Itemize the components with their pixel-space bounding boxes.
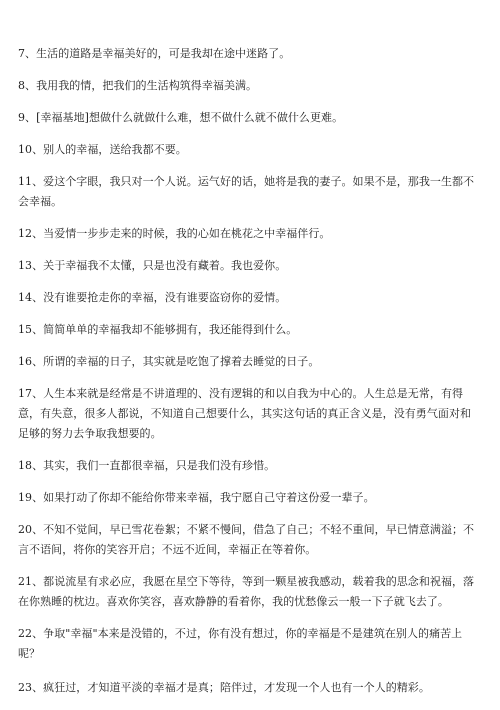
document-body <box>18 44 482 710</box>
list-item: 20、不知不觉间，早已雪花卷絮；不紧不慢间，借急了自己；不轻不重间，早已情意满溢；不言不语间，将你的笑容开启；不远不近间，幸福正在等着你。 <box>18 523 475 556</box>
list-item: 17、人生本来就是经常是不讲道理的、没有逻辑的和以自我为中心的。人生总是无常，有得意，有失意，很多人都说，不知道自己想要什么，其实这句话的真正含义是，没有勇气面对和足够的努力去争取我想要的。 <box>18 387 472 440</box>
list-item: 7、生活的道路是幸福美好的，可是我却在途中迷路了。 <box>18 47 291 60</box>
list-item: 8、我用我的情，把我们的生活构筑得幸福美满。 <box>18 79 258 92</box>
list-item: 16、所谓的幸福的日子，其实就是吃饱了撑着去睡觉的日子。 <box>18 355 320 368</box>
list-item: 18、其实，我们一直都很幸福，只是我们没有珍惜。 <box>18 459 276 472</box>
list-item: 12、当爱情一步步走来的时候，我的心如在桃花之中幸福伴行。 <box>18 227 331 240</box>
list-item: 14、没有谁要抢走你的幸福，没有谁要盗窃你的爱情。 <box>18 291 287 304</box>
list-item: 19、如果打动了你却不能给你带来幸福，我宁愿自己守着这份爱一辈子。 <box>18 491 375 504</box>
list-item: 13、关于幸福我不太懂，只是也没有藏着。我也爱你。 <box>18 259 287 272</box>
list-item: 21、都说流星有求必应，我愿在星空下等待，等到一颗星被我感动，载着我的思念和祝福，落在你熟睡的枕边。喜欢你笑容，喜欢静静的看着你，我的忧愁像云一般一下子就飞去了。 <box>18 575 475 608</box>
list-item: 22、争取"幸福"本来是没错的，不过，你有没有想过，你的幸福是不是建筑在别人的痛苦上呢？ <box>18 627 463 660</box>
list-item: 23、疯狂过，才知道平淡的幸福才是真；陪伴过，才发现一个人也有一个人的精彩。 <box>18 681 430 694</box>
list-item: 15、简简单单的幸福我却不能够拥有，我还能得到什么。 <box>18 323 298 336</box>
list-item: 11、爱这个字眼，我只对一个人说。运气好的话，她将是我的妻子。如果不是，那我一生都不会幸福。 <box>18 175 475 208</box>
list-item: 10、别人的幸福，送给我都不要。 <box>18 143 187 156</box>
list-item: 9、[幸福基地]想做什么就做什么难，想不做什么就不做什么更难。 <box>18 111 344 124</box>
